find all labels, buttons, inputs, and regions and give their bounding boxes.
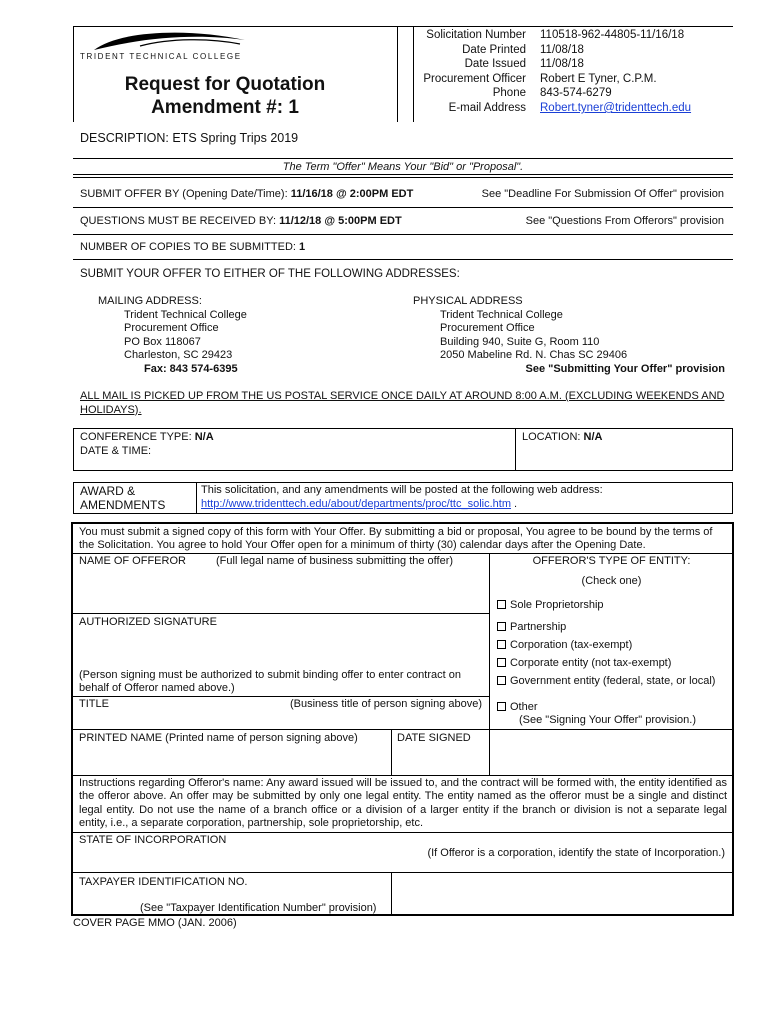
amendment-line (80, 97, 370, 119)
offeror-name-label (79, 555, 186, 567)
meta-label: Procurement Officer (423, 72, 526, 85)
tin-hint: (See "Taxpayer Identification Number" provision) (140, 902, 377, 914)
physical-line: Procurement Office (440, 322, 535, 334)
award-text: This solicitation, and any amendments will be posted at the following web address: http://www.tridenttech.edu/about/departments/proc/ttc_solic.htm . (201, 484, 726, 511)
title-hint: (Business title of person signing above) (290, 698, 482, 710)
amendment-number: 1 (288, 97, 299, 118)
state-field[interactable] (79, 846, 379, 868)
mailing-line: Procurement Office (124, 322, 219, 334)
entity-heading: OFFEROR'S TYPE OF ENTITY: (532, 555, 691, 567)
amendment-label: Amendment #: (151, 97, 284, 118)
location-label: LOCATION: (522, 431, 581, 443)
entity-label: Sole Proprietorship (510, 599, 604, 611)
physical-address (413, 295, 725, 376)
entity-label: Other (510, 701, 538, 713)
conference-location (522, 431, 603, 443)
offer-intro: You must submit a signed copy of this form with Your Offer. By submitting a bid or proposal, You agree to be bound by the terms of the Solicitation. You agree to hold Your Offer open for a minimum of thirty (30) calendar days after the Opening Date. (79, 526, 713, 551)
entity-check-one: (Check one) (581, 575, 642, 587)
entity-label: Corporate entity (not tax-exempt) (510, 657, 672, 669)
email-link[interactable]: Robert.tyner@tridenttech.edu (540, 101, 692, 114)
conference-type (80, 431, 214, 443)
conference-datetime-label: DATE & TIME: (80, 445, 152, 457)
checkbox-icon[interactable] (497, 658, 506, 667)
checkbox-icon[interactable] (497, 640, 506, 649)
name-label: NAME OF OFFEROR (79, 555, 186, 567)
entity-option-corp-nonexempt[interactable] (497, 657, 671, 669)
submit-by-value: 11/16/18 @ 2:00PM EDT (290, 188, 414, 200)
printed-name-label: PRINTED NAME (Printed name of person signing above) (79, 732, 358, 744)
entity-option-partnership[interactable] (497, 621, 566, 633)
state-hint: (If Offeror is a corporation, identify the state of Incorporation.) (427, 847, 725, 859)
copies-value: 1 (299, 241, 306, 253)
meta-label: E-mail Address (448, 101, 526, 114)
checkbox-icon[interactable] (497, 600, 506, 609)
date-signed-label: DATE SIGNED (397, 732, 471, 744)
solicitation-number: 110518-962-44805-11/16/18 (540, 29, 685, 41)
solicitation-web-link[interactable]: http://www.tridenttech.edu/about/departments/proc/ttc_solic.htm (201, 497, 511, 510)
questions-value: 11/12/18 @ 5:00PM EDT (279, 215, 402, 227)
addresses-heading: SUBMIT YOUR OFFER TO EITHER OF THE FOLLOWING ADDRESSES: (80, 268, 460, 280)
fax: Fax: 843 574-6395 (144, 362, 238, 375)
submit-by (80, 188, 413, 200)
title-label: TITLE (79, 698, 109, 710)
entity-option-corp-exempt[interactable] (497, 639, 632, 651)
logo-text: TRIDENT TECHNICAL COLLEGE (80, 52, 242, 61)
award-description: This solicitation, and any amendments will be posted at the following web address: (201, 484, 603, 496)
questions-note: See "Questions From Offerors" provision (525, 215, 724, 227)
date-signed-field[interactable] (392, 746, 488, 774)
checkbox-icon[interactable] (497, 676, 506, 685)
conference-type-value: N/A (194, 431, 214, 443)
tin-field[interactable] (392, 873, 732, 915)
page-title: Request for Quotation (124, 74, 326, 95)
description: DESCRIPTION: ETS Spring Trips 2019 (80, 131, 299, 145)
offeror-instructions: Instructions regarding Offeror's name: Any award issued will be issued to, and the contract will be formed with, the entity identified as the offeror above. An offer may be submitted by only one legal entity. The entity named as the offeror must be a single and distinct legal entity. Do not use the name of a branch office or a division of a larger entity if the branch or division is not a separate legal entity, i.e., a separate corporation, partnership, sole proprietorship, etc. (79, 777, 727, 830)
entity-label: Partnership (510, 621, 567, 633)
award-label: AWARD & AMENDMENTS (80, 484, 166, 512)
submit-by-note: See "Deadline For Submission Of Offer" provision (481, 188, 724, 200)
mailing-line: Trident Technical College (124, 308, 247, 321)
tin-label: TAXPAYER IDENTIFICATION NO. (79, 876, 248, 888)
mailing-heading: MAILING ADDRESS: (98, 295, 202, 307)
date-issued: 11/08/18 (540, 58, 584, 71)
mail-notice: ALL MAIL IS PICKED UP FROM THE US POSTAL SERVICE ONCE DAILY AT AROUND 8:00 A.M. (EXCLUDING WEEKENDS AND HOLIDAYS). (80, 390, 725, 416)
copies-label: NUMBER OF COPIES TO BE SUBMITTED: (80, 241, 296, 253)
signature-label: AUTHORIZED SIGNATURE (79, 616, 217, 628)
entity-option-sole[interactable] (497, 599, 604, 611)
checkbox-icon[interactable] (497, 702, 506, 711)
title-field[interactable] (74, 712, 488, 728)
mailing-line: Charleston, SC 29423 (124, 349, 233, 361)
checkbox-icon[interactable] (497, 622, 506, 631)
offeror-name-hint: (Full legal name of business submitting the offer) (216, 555, 454, 567)
entity-option-other[interactable] (497, 701, 538, 713)
signature-hint: (Person signing must be authorized to submit binding offer to enter contract on behalf of Offeror named above.) (79, 669, 461, 694)
physical-line: Building 940, Suite G, Room 110 (440, 335, 600, 348)
physical-heading: PHYSICAL ADDRESS (413, 295, 523, 307)
meta-values (540, 28, 740, 116)
footer-form-id: COVER PAGE MMO (JAN. 2006) (73, 917, 237, 929)
printed-name-field[interactable] (74, 746, 390, 774)
conference-type-label: CONFERENCE TYPE: (80, 431, 192, 443)
entity-option-government[interactable] (497, 675, 715, 687)
offeror-name-field[interactable] (74, 569, 488, 611)
submit-by-label: SUBMIT OFFER BY (Opening Date/Time): (80, 188, 288, 200)
physical-line: Trident Technical College (440, 308, 563, 321)
signature-field[interactable] (74, 630, 488, 666)
meta-label: Phone (492, 87, 526, 100)
mailing-address (98, 295, 247, 376)
mailing-line: PO Box 118067 (124, 335, 201, 348)
questions-deadline (80, 215, 402, 227)
other-note: (See "Signing Your Offer" provision.) (519, 714, 696, 726)
meta-label: Date Printed (462, 43, 526, 56)
copies (80, 241, 305, 253)
physical-note: See "Submitting Your Offer" provision (525, 362, 725, 375)
state-label: STATE OF INCORPORATION (79, 834, 227, 846)
college-logo (80, 28, 260, 66)
physical-line: 2050 Mabeline Rd. N. Chas SC 29406 (440, 349, 628, 361)
meta-label: Solicitation Number (426, 29, 526, 41)
offer-term: The Term "Offer" Means Your "Bid" or "Proposal". (282, 161, 524, 173)
entity-label: Government entity (federal, state, or local) (510, 675, 716, 687)
meta-label: Date Issued (464, 58, 526, 71)
meta-labels (400, 28, 526, 116)
date-printed: 11/08/18 (540, 43, 584, 56)
procurement-officer: Robert E Tyner, C.P.M. (540, 72, 657, 85)
location-value: N/A (583, 431, 603, 443)
entity-label: Corporation (tax-exempt) (510, 639, 633, 651)
phone: 843-574-6279 (540, 87, 612, 100)
questions-label: QUESTIONS MUST BE RECEIVED BY: (80, 215, 277, 227)
